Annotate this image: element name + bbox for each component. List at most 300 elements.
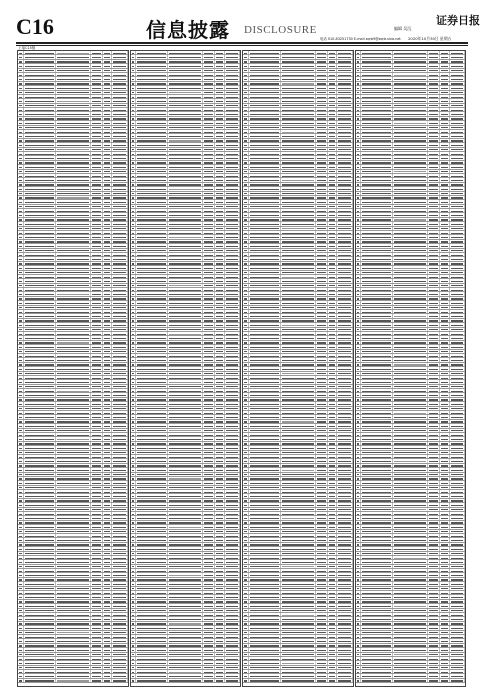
table-cell [215, 653, 225, 656]
table-cell [393, 521, 428, 524]
table-cell [450, 108, 465, 111]
table-cell [316, 213, 328, 216]
table-cell [450, 644, 465, 647]
table-cell [440, 503, 450, 506]
table-cell [328, 275, 338, 278]
table-cell [328, 565, 338, 568]
table-cell [215, 99, 225, 102]
table-cell [103, 209, 113, 212]
table-cell [249, 310, 281, 313]
table-cell [281, 459, 316, 462]
table-cell [450, 442, 465, 445]
table-cell [56, 284, 91, 287]
table-cell [249, 148, 281, 151]
table-cell [361, 121, 393, 124]
table-cell [450, 657, 465, 660]
table-cell [56, 306, 91, 309]
table-cell [91, 639, 103, 642]
table-cell [428, 227, 440, 230]
table-cell [168, 626, 203, 629]
table-cell [428, 249, 440, 252]
table-cell [450, 477, 465, 480]
table-cell [56, 218, 91, 221]
table-cell [440, 481, 450, 484]
table-cell [112, 499, 127, 502]
table-cell [450, 266, 465, 269]
table-cell [249, 174, 281, 177]
table-cell [428, 170, 440, 173]
table-cell [203, 64, 215, 67]
table-cell [91, 473, 103, 476]
table-cell [203, 152, 215, 155]
table-cell [215, 336, 225, 339]
table-cell [249, 306, 281, 309]
table-cell [112, 126, 127, 129]
table-cell [24, 196, 56, 199]
table-cell [24, 69, 56, 72]
table-cell [112, 178, 127, 181]
table-cell [136, 108, 168, 111]
table-cell [91, 393, 103, 396]
table-cell [225, 534, 240, 537]
table-cell [393, 613, 428, 616]
table-cell [316, 284, 328, 287]
table-cell [450, 253, 465, 256]
table-cell [215, 187, 225, 190]
table-cell [136, 631, 168, 634]
table-cell [103, 499, 113, 502]
table-cell [361, 459, 393, 462]
table-cell [168, 573, 203, 576]
table-cell [103, 266, 113, 269]
table-cell [168, 306, 203, 309]
table-cell [91, 319, 103, 322]
table-cell [203, 521, 215, 524]
table-cell [450, 573, 465, 576]
table-cell [428, 231, 440, 234]
table-cell [215, 240, 225, 243]
table-cell [361, 604, 393, 607]
table-cell [428, 328, 440, 331]
table-cell [316, 341, 328, 344]
table-cell [316, 494, 328, 497]
table-cell [328, 55, 338, 58]
table-cell [203, 547, 215, 550]
table-cell [24, 631, 56, 634]
table-cell [215, 218, 225, 221]
table-cell [440, 372, 450, 375]
table-cell [91, 538, 103, 541]
table-cell [225, 104, 240, 107]
table-cell [103, 332, 113, 335]
table-cell [281, 130, 316, 133]
table-cell [361, 152, 393, 155]
table-cell [103, 415, 113, 418]
table-cell [225, 266, 240, 269]
table-cell [281, 323, 316, 326]
table-cell [112, 679, 127, 682]
table-cell [440, 99, 450, 102]
table-cell [440, 433, 450, 436]
table-cell [203, 481, 215, 484]
table-cell [56, 415, 91, 418]
table-cell [112, 494, 127, 497]
table-cell [328, 674, 338, 677]
table-cell [440, 91, 450, 94]
table-cell [361, 653, 393, 656]
table-cell [56, 60, 91, 63]
table-cell [361, 648, 393, 651]
table-cell [136, 156, 168, 159]
table-cell [103, 69, 113, 72]
table-cell [328, 538, 338, 541]
table-cell [24, 389, 56, 392]
table-cell [203, 266, 215, 269]
table-cell [337, 108, 352, 111]
table-cell [24, 126, 56, 129]
table-cell [281, 639, 316, 642]
table-cell [112, 95, 127, 98]
table-cell [361, 266, 393, 269]
table-cell [136, 473, 168, 476]
table-cell [440, 350, 450, 353]
table-cell [203, 178, 215, 181]
table-cell [361, 126, 393, 129]
table-cell [440, 477, 450, 480]
table-cell [281, 196, 316, 199]
table-cell [24, 525, 56, 528]
table-cell [440, 411, 450, 414]
table-cell [112, 486, 127, 489]
table-cell [428, 82, 440, 85]
table-cell [328, 279, 338, 282]
table-cell [56, 235, 91, 238]
table-cell [203, 609, 215, 612]
table-cell [450, 257, 465, 260]
table-cell [393, 301, 428, 304]
table-cell [249, 490, 281, 493]
table-cell [249, 314, 281, 317]
table-cell [361, 644, 393, 647]
table-cell [249, 420, 281, 423]
table-cell [136, 279, 168, 282]
table-cell [112, 257, 127, 260]
table-cell [316, 530, 328, 533]
table-cell [316, 288, 328, 291]
table-cell [168, 275, 203, 278]
table-cell [56, 170, 91, 173]
table-cell [103, 253, 113, 256]
table-cell [393, 200, 428, 203]
table-cell [440, 530, 450, 533]
table-cell [24, 657, 56, 660]
table-cell [203, 499, 215, 502]
table-cell [316, 205, 328, 208]
table-cell [393, 525, 428, 528]
table-cell [136, 235, 168, 238]
table-cell [249, 442, 281, 445]
table-cell [103, 534, 113, 537]
table-cell [203, 161, 215, 164]
table-cell [393, 86, 428, 89]
table-cell [316, 196, 328, 199]
table-cell [316, 521, 328, 524]
table-cell [103, 661, 113, 664]
table-cell [203, 117, 215, 120]
table-cell [203, 494, 215, 497]
table-cell [56, 609, 91, 612]
table-cell [136, 288, 168, 291]
table-cell [450, 86, 465, 89]
table-cell [24, 613, 56, 616]
table-cell [281, 266, 316, 269]
table-cell [316, 363, 328, 366]
table-cell [112, 345, 127, 348]
table-cell [168, 108, 203, 111]
table-cell [337, 648, 352, 651]
table-cell [56, 192, 91, 195]
table-cell [281, 442, 316, 445]
table-cell [225, 644, 240, 647]
table-row [131, 679, 241, 683]
table-cell [24, 86, 56, 89]
table-cell [225, 437, 240, 440]
table-cell [136, 622, 168, 625]
table-cell [328, 420, 338, 423]
table-cell [428, 292, 440, 295]
table-cell [56, 573, 91, 576]
table-cell [249, 358, 281, 361]
table-cell [316, 183, 328, 186]
table-cell [225, 354, 240, 357]
table-cell [328, 178, 338, 181]
table-cell [281, 595, 316, 598]
table-cell [225, 499, 240, 502]
table-cell [103, 617, 113, 620]
table-cell [56, 582, 91, 585]
table-cell [450, 679, 465, 682]
table-cell [393, 617, 428, 620]
table-cell [203, 622, 215, 625]
table-cell [103, 143, 113, 146]
table-cell [361, 679, 393, 682]
table-cell [24, 661, 56, 664]
table-cell [215, 55, 225, 58]
table-cell [450, 55, 465, 58]
table-cell [215, 108, 225, 111]
table-cell [112, 350, 127, 353]
table-cell [281, 486, 316, 489]
table-cell [428, 451, 440, 454]
table-cell [393, 424, 428, 427]
table-cell [393, 429, 428, 432]
table-cell [56, 578, 91, 581]
table-cell [103, 380, 113, 383]
table-cell [168, 222, 203, 225]
table-cell [281, 297, 316, 300]
table-cell [428, 222, 440, 225]
table-cell [56, 473, 91, 476]
table-cell [316, 266, 328, 269]
table-cell [316, 222, 328, 225]
table-cell [316, 451, 328, 454]
table-cell [361, 112, 393, 115]
table-cell [215, 350, 225, 353]
table-cell [440, 595, 450, 598]
table-cell [281, 55, 316, 58]
table-cell [328, 451, 338, 454]
table-cell [440, 82, 450, 85]
table-cell [281, 152, 316, 155]
table-cell [316, 560, 328, 563]
table-cell [91, 587, 103, 590]
table-cell [428, 192, 440, 195]
table-cell [24, 117, 56, 120]
table-cell [225, 530, 240, 533]
table-cell [24, 415, 56, 418]
table-cell [203, 468, 215, 471]
table-cell [440, 600, 450, 603]
table-cell [249, 200, 281, 203]
table-cell [393, 433, 428, 436]
table-cell [225, 99, 240, 102]
table-cell [91, 644, 103, 647]
table-cell [281, 86, 316, 89]
table-cell [337, 55, 352, 58]
table-cell [249, 429, 281, 432]
table-cell [440, 613, 450, 616]
table-cell [281, 187, 316, 190]
table-cell [440, 534, 450, 537]
table-cell [450, 411, 465, 414]
table-cell [56, 372, 91, 375]
table-cell [136, 591, 168, 594]
table-cell [56, 143, 91, 146]
table-cell [215, 538, 225, 541]
table-cell [168, 389, 203, 392]
table-cell [337, 130, 352, 133]
table-cell [337, 161, 352, 164]
table-cell [393, 51, 428, 54]
table-cell [450, 556, 465, 559]
table-cell [203, 411, 215, 414]
table-cell [440, 354, 450, 357]
table-cell [316, 82, 328, 85]
table-cell [225, 613, 240, 616]
table-cell [136, 494, 168, 497]
table-cell [215, 292, 225, 295]
table-cell [428, 60, 440, 63]
table-cell [249, 104, 281, 107]
table-cell [203, 121, 215, 124]
table-cell [56, 635, 91, 638]
table-cell [103, 508, 113, 511]
table-cell [112, 442, 127, 445]
table-cell [91, 183, 103, 186]
table-cell [168, 170, 203, 173]
table-cell [450, 292, 465, 295]
table-cell [24, 552, 56, 555]
table-cell [112, 187, 127, 190]
table-cell [136, 183, 168, 186]
table-cell [56, 222, 91, 225]
table-cell [281, 666, 316, 669]
table-cell [103, 490, 113, 493]
table-cell [136, 112, 168, 115]
table-cell [428, 385, 440, 388]
table-cell [337, 433, 352, 436]
table-cell [428, 393, 440, 396]
table-cell [225, 139, 240, 142]
table-cell [56, 516, 91, 519]
table-cell [225, 661, 240, 664]
table-cell [215, 174, 225, 177]
table-cell [361, 130, 393, 133]
table-cell [112, 560, 127, 563]
table-cell [168, 508, 203, 511]
table-cell [203, 244, 215, 247]
table-cell [450, 604, 465, 607]
table-cell [215, 455, 225, 458]
table-cell [337, 459, 352, 462]
table-cell [328, 148, 338, 151]
table-cell [428, 530, 440, 533]
table-cell [56, 257, 91, 260]
table-cell [91, 192, 103, 195]
table-cell [24, 314, 56, 317]
table-cell [393, 126, 428, 129]
table-cell [328, 73, 338, 76]
table-cell [450, 446, 465, 449]
table-cell [56, 600, 91, 603]
table-cell [136, 635, 168, 638]
table-cell [361, 64, 393, 67]
table-cell [328, 174, 338, 177]
table-cell [249, 626, 281, 629]
table-cell [316, 459, 328, 462]
table-cell [91, 415, 103, 418]
table-cell [249, 165, 281, 168]
table-cell [450, 345, 465, 348]
table-cell [328, 525, 338, 528]
table-cell [337, 560, 352, 563]
table-cell [215, 266, 225, 269]
table-cell [215, 152, 225, 155]
table-cell [361, 301, 393, 304]
table-cell [440, 486, 450, 489]
table-cell [112, 604, 127, 607]
table-cell [136, 209, 168, 212]
table-cell [361, 569, 393, 572]
table-cell [316, 442, 328, 445]
table-cell [91, 459, 103, 462]
table-cell [316, 279, 328, 282]
table-cell [440, 130, 450, 133]
table-cell [103, 73, 113, 76]
table-cell [440, 380, 450, 383]
table-cell [112, 385, 127, 388]
table-cell [112, 323, 127, 326]
table-cell [168, 112, 203, 115]
table-cell [215, 666, 225, 669]
table-cell [393, 341, 428, 344]
table-cell [428, 301, 440, 304]
table-cell [428, 126, 440, 129]
table-cell [215, 345, 225, 348]
table-cell [328, 543, 338, 546]
table-cell [337, 420, 352, 423]
table-cell [328, 350, 338, 353]
